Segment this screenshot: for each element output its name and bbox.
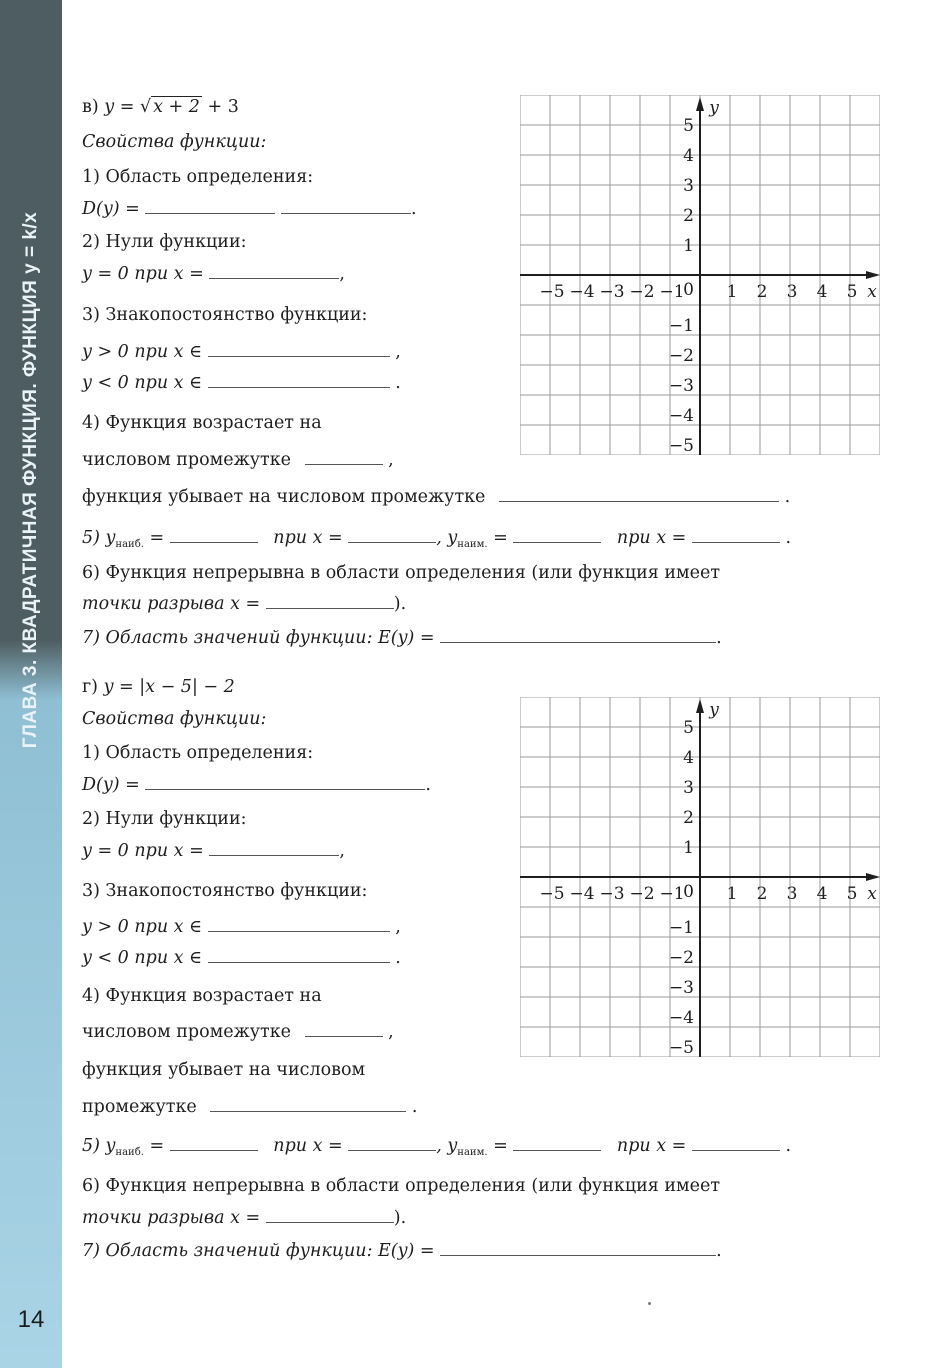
answer-blank[interactable] [170,1134,258,1151]
section-v-zeros-heading: 2) Нули функции: [82,232,247,252]
section-v-continuity-line1: 6) Функция непрерывна в области определения (или функция имеет [82,563,721,583]
x-tick-label: −3 [599,282,625,302]
answer-blank[interactable] [348,526,436,543]
y-tick-label: 1 [683,236,694,256]
x-axis-arrow-icon [866,271,880,279]
section-g-continuity-line1: 6) Функция непрерывна в области определения (или функция имеет [82,1176,721,1196]
y-axis-name: y [709,98,719,118]
y-axis-name: y [709,700,719,720]
answer-blank[interactable] [499,485,779,502]
x-axis-name: x [867,884,877,904]
section-g-increase-line2: числовом промежутке , [82,1022,394,1042]
section-g-sign-positive: y > 0 при x ∈ , [82,917,401,937]
origin-label: 0 [683,882,694,902]
section-g-formula: г) y = |x − 5| − 2 [82,677,235,697]
y-tick-label: −4 [668,1008,694,1028]
x-tick-label: −4 [569,282,595,302]
y-axis-arrow-icon [696,699,704,713]
y-tick-label: −2 [668,346,694,366]
x-tick-label: 2 [756,884,768,904]
answer-blank[interactable] [208,946,390,963]
answer-blank[interactable] [266,592,394,609]
x-tick-label: −5 [539,282,565,302]
x-tick-label: −1 [659,884,685,904]
x-axis-arrow-icon [866,873,880,881]
answer-blank[interactable] [208,915,390,932]
y-tick-label: −3 [668,978,694,998]
answer-blank[interactable] [305,1020,383,1037]
section-g-properties-heading: Свойства функции: [82,709,267,729]
section-v-extrema-line: 5) $y_{наиб.}$ = при x = , $y_{наим.}$ = при x = . [82,528,792,550]
section-v-increase-line1: 4) Функция возрастает на [82,413,322,433]
answer-blank[interactable] [170,526,258,543]
answer-blank[interactable] [208,371,390,388]
section-g-increase-line1: 4) Функция возрастает на [82,986,322,1006]
x-tick-label: 5 [846,282,858,302]
section-g-decrease-line1: функция убывает на числовом [82,1060,366,1080]
section-v-continuity-line2: точки разрыва x = ). [82,594,407,614]
section-v-formula: в) y = √ x + 2 + 3 [82,97,239,117]
answer-blank[interactable] [305,448,383,465]
answer-blank[interactable] [210,1095,406,1112]
y-tick-label: −5 [668,436,694,455]
y-tick-label: 3 [683,778,694,798]
coordinate-grid-g [520,697,880,1057]
answer-blank[interactable] [440,1239,716,1256]
answer-blank[interactable] [692,526,780,543]
y-tick-label: 1 [683,838,694,858]
section-v-range-line: 7) Область значений функции: E(y) = . [82,628,722,648]
x-tick-label: −1 [659,282,685,302]
section-g-extrema-line: 5) $y_{наиб.}$ = при x = , $y_{наим.}$ = при x = . [82,1136,792,1158]
y-tick-label: 2 [683,206,694,226]
x-axis-name: x [867,282,877,302]
section-v-zeros-line: y = 0 при x = , [82,264,345,284]
x-tick-label: 3 [786,884,798,904]
section-g-domain-heading: 1) Область определения: [82,743,314,763]
section-g-zeros-line: y = 0 при x = , [82,841,345,861]
y-tick-label: 5 [683,116,694,136]
answer-blank[interactable] [209,262,339,279]
y-axis-arrow-icon [696,97,704,111]
y-tick-label: −1 [668,316,694,336]
x-tick-label: 3 [786,282,798,302]
answer-blank[interactable] [209,839,339,856]
section-v-decrease-line: функция убывает на числовом промежутке . [82,487,791,507]
section-g-domain-line: D(y) = . [82,775,431,795]
y-tick-label: 4 [683,748,694,768]
answer-blank[interactable] [513,1134,601,1151]
y-tick-label: −2 [668,948,694,968]
y-tick-label: 4 [683,146,694,166]
x-tick-label: 1 [726,282,738,302]
y-tick-label: −1 [668,918,694,938]
section-v-domain-heading: 1) Область определения: [82,167,314,187]
section-g-sign-heading: 3) Знакопостоянство функции: [82,881,368,901]
y-tick-label: −4 [668,406,694,426]
chapter-title: ГЛАВА 3. КВАДРАТИЧНАЯ ФУНКЦИЯ. ФУНКЦИЯ y = k/x [20,211,41,749]
answer-blank[interactable] [145,197,275,214]
section-g-continuity-line2: точки разрыва x = ). [82,1208,407,1228]
answer-blank[interactable] [266,1206,394,1223]
answer-blank[interactable] [513,526,601,543]
answer-blank[interactable] [208,340,390,357]
section-v-sign-negative: y < 0 при x ∈ . [82,373,401,393]
x-tick-label: −3 [599,884,625,904]
x-tick-label: 4 [816,282,828,302]
section-g-sign-negative: y < 0 при x ∈ . [82,948,401,968]
y-tick-label: −3 [668,376,694,396]
x-tick-label: 2 [756,282,768,302]
x-tick-label: 4 [816,884,828,904]
print-speck [648,1302,651,1305]
origin-label: 0 [683,280,694,300]
section-v-sign-heading: 3) Знакопостоянство функции: [82,305,368,325]
answer-blank[interactable] [145,773,425,790]
section-v-sign-positive: y > 0 при x ∈ , [82,342,401,362]
answer-blank[interactable] [440,626,716,643]
y-tick-label: −5 [668,1038,694,1057]
section-g-range-line: 7) Область значений функции: E(y) = . [82,1241,722,1261]
y-tick-label: 5 [683,718,694,738]
x-tick-label: −2 [629,884,655,904]
section-g-zeros-heading: 2) Нули функции: [82,809,247,829]
x-tick-label: −2 [629,282,655,302]
x-tick-label: −5 [539,884,565,904]
x-tick-label: 1 [726,884,738,904]
x-tick-label: −4 [569,884,595,904]
section-v-increase-line2: числовом промежутке , [82,450,394,470]
section-g-decrease-line2: промежутке . [82,1097,418,1117]
answer-blank[interactable] [281,197,411,214]
x-tick-label: 5 [846,884,858,904]
y-tick-label: 3 [683,176,694,196]
y-tick-label: 2 [683,808,694,828]
coordinate-grid-v [520,95,880,455]
page-number: 14 [17,1306,45,1333]
section-v-domain-line: D(y) = . [82,199,417,219]
answer-blank[interactable] [348,1134,436,1151]
answer-blank[interactable] [692,1134,780,1151]
section-v-properties-heading: Свойства функции: [82,132,267,152]
